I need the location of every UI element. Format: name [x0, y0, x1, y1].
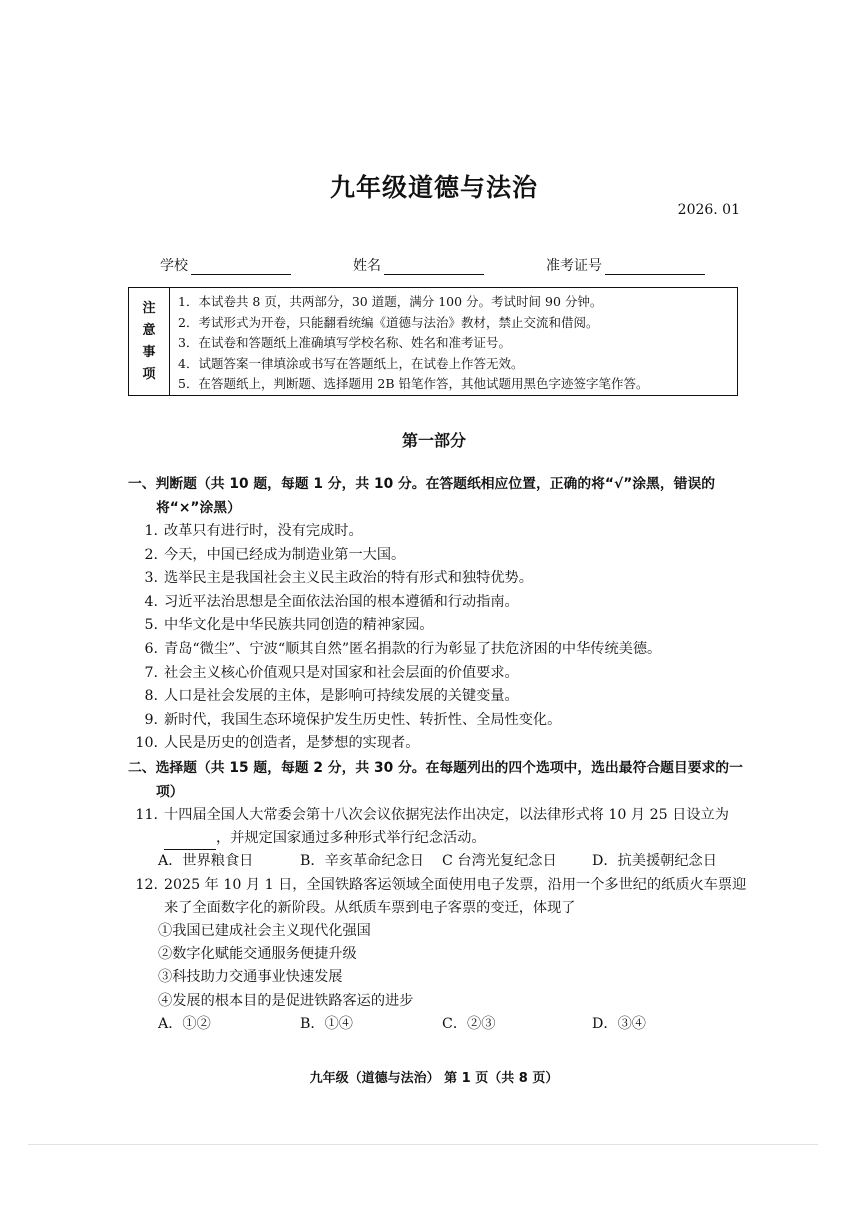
question-text	[164, 804, 750, 850]
question-text: 青岛“微尘”、宁波“顺其自然”匿名捐款的行为彰显了扶危济困的中华传统美德。	[164, 640, 662, 657]
question-number: 3.	[144, 570, 158, 587]
exam-id-field	[546, 255, 705, 275]
notice-label-char: 项	[142, 366, 156, 382]
notice-label-char: 意	[142, 322, 156, 338]
question-text: 人民是历史的创造者，是梦想的实现者。	[164, 735, 420, 752]
question-item	[128, 591, 750, 615]
notice-label	[129, 288, 170, 395]
statement-item: ①我国已建成社会主义现代化强国	[158, 922, 371, 939]
question-text: 2025 年 10 月 1 日，全国铁路客运领域全面使用电子发票，沿用一个多世纪的纸质火车票迎来了全面数字化的新阶段。从纸质车票到电子客票的变迁，体现了	[164, 876, 747, 916]
options-row	[128, 1013, 750, 1037]
question-item	[128, 732, 750, 756]
question-text: 新时代，我国生态环境保护发生历史性、转折性、全局性变化。	[164, 711, 562, 728]
question-item	[128, 567, 750, 591]
exam-id-blank	[605, 260, 705, 275]
answer-blank	[164, 835, 216, 850]
option-d: D．③④	[592, 1016, 646, 1033]
option-b: B．辛亥革命纪念日	[300, 852, 424, 869]
question-text: 今天，中国已经成为制造业第一大国。	[164, 546, 406, 563]
question-text: 习近平法治思想是全面依法治国的根本遵循和行动指南。	[164, 593, 519, 610]
notice-item: 2．考试形式为开卷，只能翻看统编《道德与法治》教材，禁止交流和借阅。	[178, 314, 599, 330]
statement-item: ②数字化赋能交通服务便捷升级	[158, 945, 357, 962]
question-number: 4.	[144, 593, 158, 610]
question-text: 改革只有进行时，没有完成时。	[164, 523, 363, 539]
question-item	[128, 614, 750, 638]
notice-label-char: 注	[142, 300, 156, 316]
section-heading-choice: 二、选择题（共 15 题，每题 2 分，共 30 分。在每题列出的四个选项中，选出最符合题目要求的一项）	[128, 759, 743, 800]
question-item	[128, 638, 750, 662]
notice-box	[128, 287, 738, 396]
exam-title: 九年级道德与法治	[329, 173, 538, 202]
option-a: A．世界粮食日	[158, 852, 254, 869]
question-number: 8.	[144, 688, 158, 705]
statement-item: ④发展的根本目的是促进铁路客运的进步	[158, 992, 414, 1009]
question-number: 9.	[144, 711, 158, 728]
school-blank	[191, 260, 291, 275]
notice-item: 5．在答题纸上，判断题、选择题用 2B 铅笔作答，其他试题用黑色字迹签字笔作答。	[178, 376, 649, 391]
page-footer: 九年级（道德与法治） 第 1 页（共 8 页）	[309, 1071, 559, 1086]
exam-date: 2026. 01	[677, 202, 740, 218]
question-number: 11.	[135, 806, 158, 823]
question-number: 5.	[144, 617, 158, 634]
question-number: 10.	[135, 735, 158, 752]
name-blank	[384, 260, 484, 275]
questions-content	[128, 472, 750, 1037]
option-b: B．①④	[300, 1016, 353, 1033]
option-c: C．②③	[442, 1016, 496, 1033]
notice-item: 3．在试卷和答题纸上准确填写学校名称、姓名和准考证号。	[178, 335, 511, 350]
question-number: 7.	[144, 664, 158, 681]
question-item	[128, 804, 750, 850]
question-item	[128, 685, 750, 709]
option-a: A．①②	[158, 1016, 211, 1033]
question-item	[128, 709, 750, 733]
question-number: 1.	[144, 523, 158, 539]
question-text-part: ，并规定国家通过多种形式举行纪念活动。	[216, 829, 486, 846]
question-number: 2.	[144, 546, 158, 563]
notice-item: 4．试题答案一律填涂或书写在答题纸上，在试卷上作答无效。	[178, 355, 524, 371]
question-text: 社会主义核心价值观只是对国家和社会层面的价值要求。	[164, 664, 519, 681]
question-item	[128, 874, 750, 920]
student-info-row	[160, 255, 705, 275]
name-field	[353, 255, 546, 275]
question-text-part: 十四届全国人大常委会第十八次会议依据宪法作出决定，以法律形式将 10 月 25 日设立为	[164, 806, 729, 823]
statement-item: ③科技助力交通事业快速发展	[158, 969, 343, 986]
question-item	[128, 520, 750, 544]
question-text: 中华文化是中华民族共同创造的精神家园。	[164, 617, 434, 634]
section-heading-judgment: 一、判断题（共 10 题，每题 1 分，共 10 分。在答题纸相应位置，正确的将“√”涂黑，错误的将“×”涂黑）	[128, 476, 716, 516]
exam-id-label: 准考证号	[546, 258, 602, 274]
question-number: 12.	[135, 876, 158, 893]
option-d: D．抗美援朝纪念日	[592, 852, 717, 869]
question-item	[128, 662, 750, 686]
question-number: 6.	[144, 640, 158, 657]
school-field	[160, 255, 353, 275]
bottom-divider	[28, 1144, 818, 1145]
question-item	[128, 544, 750, 568]
notice-label-char: 事	[142, 344, 156, 360]
options-row	[128, 850, 750, 874]
notice-item: 1．本试卷共 8 页，共两部分，30 道题，满分 100 分。考试时间 90 分钟。	[178, 294, 603, 309]
name-label: 姓名	[353, 258, 381, 274]
school-label: 学校	[160, 258, 188, 274]
question-text: 选举民主是我国社会主义民主政治的特有形式和独特优势。	[164, 570, 533, 587]
notice-list	[170, 288, 649, 395]
question-text: 人口是社会发展的主体，是影响可持续发展的关键变量。	[164, 688, 519, 705]
option-c: C 台湾光复纪念日	[442, 852, 557, 869]
part-title: 第一部分	[401, 431, 466, 450]
